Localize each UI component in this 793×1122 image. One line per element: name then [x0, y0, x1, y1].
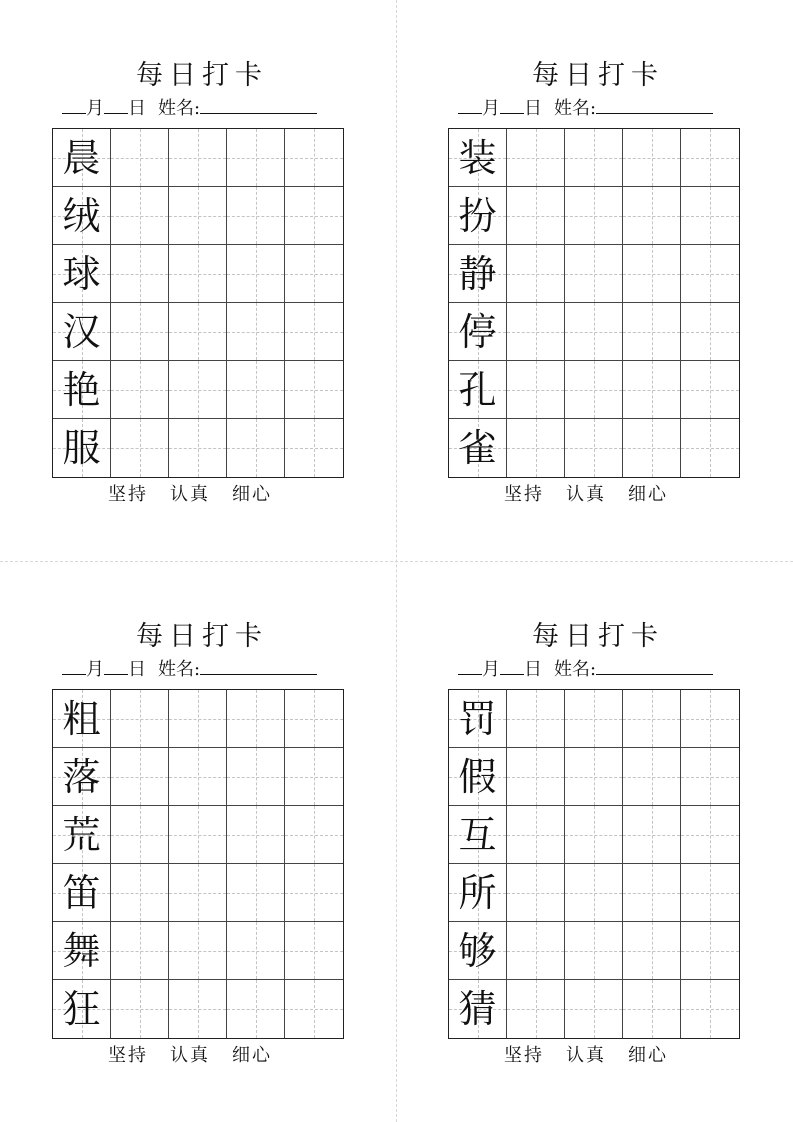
practice-cell[interactable]	[169, 922, 227, 980]
practice-cell[interactable]	[227, 980, 285, 1038]
practice-cell[interactable]	[507, 187, 565, 245]
practice-cell[interactable]	[681, 187, 739, 245]
model-character-cell	[53, 864, 111, 922]
practice-cell[interactable]	[227, 129, 285, 187]
month-label: 月	[86, 659, 104, 680]
model-character: 够	[458, 928, 497, 973]
model-character: 互	[458, 812, 497, 857]
practice-cell[interactable]	[169, 187, 227, 245]
model-character-cell	[53, 980, 111, 1038]
month-blank[interactable]	[458, 658, 482, 675]
practice-cell[interactable]	[507, 922, 565, 980]
name-label: 姓名:	[554, 98, 597, 119]
day-label: 日	[128, 98, 146, 119]
model-character-cell	[53, 361, 111, 419]
practice-cell[interactable]	[227, 864, 285, 922]
practice-cell[interactable]	[565, 748, 623, 806]
motto-word: 细心	[232, 484, 272, 505]
motto-line	[504, 484, 690, 506]
practice-cell[interactable]	[111, 245, 169, 303]
model-character: 假	[458, 754, 497, 799]
practice-cell[interactable]	[111, 922, 169, 980]
practice-cell[interactable]	[565, 245, 623, 303]
practice-cell[interactable]	[681, 864, 739, 922]
practice-cell[interactable]	[681, 748, 739, 806]
model-character: 静	[458, 251, 497, 296]
practice-cell[interactable]	[565, 129, 623, 187]
practice-cell[interactable]	[227, 419, 285, 477]
practice-cell[interactable]	[681, 419, 739, 477]
name-label: 姓名:	[158, 98, 201, 119]
motto-word: 认真	[566, 484, 606, 505]
practice-cell[interactable]	[565, 361, 623, 419]
practice-cell[interactable]	[227, 690, 285, 748]
practice-cell[interactable]	[623, 361, 681, 419]
model-character: 装	[458, 135, 497, 180]
practice-cell[interactable]	[169, 245, 227, 303]
model-character: 舞	[62, 928, 101, 973]
practice-cell[interactable]	[565, 419, 623, 477]
model-character: 荒	[62, 812, 101, 857]
practice-cell[interactable]	[565, 864, 623, 922]
practice-cell[interactable]	[285, 806, 343, 864]
practice-cell[interactable]	[507, 129, 565, 187]
day-label: 日	[524, 659, 542, 680]
model-character-cell	[53, 129, 111, 187]
date-name-line	[458, 97, 713, 120]
name-blank[interactable]	[200, 97, 317, 114]
practice-cell[interactable]	[623, 419, 681, 477]
model-character: 艳	[62, 367, 101, 412]
motto-line	[504, 1045, 690, 1067]
practice-cell[interactable]	[681, 980, 739, 1038]
practice-cell[interactable]	[565, 922, 623, 980]
practice-cell[interactable]	[111, 187, 169, 245]
model-character-cell	[449, 187, 507, 245]
motto-word: 坚持	[504, 484, 544, 505]
model-character: 孔	[458, 367, 497, 412]
date-name-line	[62, 658, 317, 681]
practice-card	[448, 621, 742, 1071]
practice-cell[interactable]	[507, 864, 565, 922]
motto-word: 坚持	[108, 1045, 148, 1066]
model-character-cell	[53, 748, 111, 806]
practice-cell[interactable]	[507, 806, 565, 864]
day-label: 日	[128, 659, 146, 680]
practice-cell[interactable]	[681, 245, 739, 303]
card-title: 每日打卡	[532, 621, 664, 652]
practice-cell[interactable]	[111, 748, 169, 806]
practice-cell[interactable]	[227, 806, 285, 864]
practice-cell[interactable]	[507, 690, 565, 748]
motto-word: 认真	[170, 1045, 210, 1066]
month-label: 月	[86, 98, 104, 119]
model-character: 雀	[458, 426, 497, 470]
motto-word: 细心	[628, 484, 668, 505]
practice-cell[interactable]	[623, 806, 681, 864]
month-label: 月	[482, 659, 500, 680]
practice-cell[interactable]	[169, 361, 227, 419]
practice-cell[interactable]	[681, 806, 739, 864]
practice-cell[interactable]	[285, 690, 343, 748]
card-title: 每日打卡	[532, 60, 664, 91]
practice-cell[interactable]	[681, 303, 739, 361]
practice-cell[interactable]	[507, 361, 565, 419]
practice-cell[interactable]	[565, 806, 623, 864]
motto-word: 细心	[628, 1045, 668, 1066]
name-label: 姓名:	[158, 659, 201, 680]
practice-cell[interactable]	[169, 864, 227, 922]
date-name-line	[458, 658, 713, 681]
practice-cell[interactable]	[227, 748, 285, 806]
writing-grid	[52, 689, 344, 1039]
practice-cell[interactable]	[111, 419, 169, 477]
practice-cell[interactable]	[227, 361, 285, 419]
motto-word: 坚持	[504, 1045, 544, 1066]
practice-cell[interactable]	[111, 129, 169, 187]
practice-cell[interactable]	[111, 361, 169, 419]
writing-grid	[52, 128, 344, 478]
practice-card	[52, 621, 346, 1071]
practice-cell[interactable]	[169, 748, 227, 806]
page-divider-horizontal	[0, 561, 793, 562]
motto-word: 认真	[566, 1045, 606, 1066]
practice-cell[interactable]	[285, 303, 343, 361]
practice-cell[interactable]	[623, 922, 681, 980]
practice-cell[interactable]	[169, 980, 227, 1038]
practice-cell[interactable]	[111, 303, 169, 361]
practice-cell[interactable]	[111, 864, 169, 922]
model-character-cell	[53, 419, 111, 477]
model-character-cell	[449, 419, 507, 477]
month-blank[interactable]	[62, 658, 86, 675]
name-label: 姓名:	[554, 659, 597, 680]
motto-line	[108, 1045, 294, 1067]
practice-cell[interactable]	[111, 806, 169, 864]
practice-card	[52, 60, 346, 510]
model-character: 猜	[458, 987, 497, 1031]
practice-cell[interactable]	[169, 806, 227, 864]
practice-cell[interactable]	[565, 187, 623, 245]
model-character-cell	[449, 748, 507, 806]
practice-cell[interactable]	[623, 690, 681, 748]
day-blank[interactable]	[104, 97, 128, 114]
practice-cell[interactable]	[565, 690, 623, 748]
model-character: 笛	[62, 870, 101, 915]
practice-cell[interactable]	[681, 129, 739, 187]
model-character-cell	[449, 864, 507, 922]
model-character: 绒	[62, 193, 101, 238]
model-character: 所	[458, 870, 497, 915]
name-blank[interactable]	[200, 658, 317, 675]
model-character-cell	[53, 690, 111, 748]
practice-cell[interactable]	[507, 419, 565, 477]
practice-card	[448, 60, 742, 510]
model-character-cell	[449, 806, 507, 864]
practice-cell[interactable]	[285, 980, 343, 1038]
model-character: 球	[62, 251, 101, 296]
practice-cell[interactable]	[227, 303, 285, 361]
practice-cell[interactable]	[623, 980, 681, 1038]
practice-cell[interactable]	[507, 303, 565, 361]
date-name-line	[62, 97, 317, 120]
practice-cell[interactable]	[285, 245, 343, 303]
practice-cell[interactable]	[623, 129, 681, 187]
practice-cell[interactable]	[111, 690, 169, 748]
model-character-cell	[53, 187, 111, 245]
practice-cell[interactable]	[507, 748, 565, 806]
model-character-cell	[449, 303, 507, 361]
card-title: 每日打卡	[136, 60, 268, 91]
motto-word: 认真	[170, 484, 210, 505]
month-blank[interactable]	[458, 97, 482, 114]
practice-cell[interactable]	[623, 748, 681, 806]
model-character: 扮	[458, 193, 497, 238]
practice-cell[interactable]	[681, 690, 739, 748]
month-label: 月	[482, 98, 500, 119]
model-character-cell	[449, 129, 507, 187]
model-character-cell	[53, 245, 111, 303]
model-character-cell	[449, 980, 507, 1038]
practice-cell[interactable]	[623, 864, 681, 922]
practice-cell[interactable]	[227, 187, 285, 245]
day-blank[interactable]	[500, 97, 524, 114]
practice-cell[interactable]	[227, 922, 285, 980]
writing-grid	[448, 689, 740, 1039]
practice-cell[interactable]	[565, 303, 623, 361]
practice-cell[interactable]	[507, 245, 565, 303]
practice-cell[interactable]	[565, 980, 623, 1038]
card-title: 每日打卡	[136, 621, 268, 652]
practice-cell[interactable]	[285, 419, 343, 477]
practice-cell[interactable]	[169, 419, 227, 477]
model-character-cell	[53, 922, 111, 980]
practice-cell[interactable]	[227, 245, 285, 303]
practice-cell[interactable]	[681, 922, 739, 980]
model-character-cell	[53, 303, 111, 361]
practice-cell[interactable]	[285, 922, 343, 980]
name-blank[interactable]	[596, 658, 713, 675]
practice-cell[interactable]	[285, 864, 343, 922]
practice-cell[interactable]	[285, 187, 343, 245]
day-label: 日	[524, 98, 542, 119]
practice-cell[interactable]	[285, 129, 343, 187]
name-blank[interactable]	[596, 97, 713, 114]
day-blank[interactable]	[104, 658, 128, 675]
month-blank[interactable]	[62, 97, 86, 114]
practice-cell[interactable]	[623, 303, 681, 361]
practice-cell[interactable]	[169, 690, 227, 748]
model-character-cell	[449, 245, 507, 303]
model-character: 粗	[62, 696, 101, 741]
practice-cell[interactable]	[111, 980, 169, 1038]
model-character: 罚	[458, 696, 497, 741]
practice-cell[interactable]	[285, 748, 343, 806]
model-character: 服	[62, 426, 101, 470]
practice-cell[interactable]	[169, 129, 227, 187]
motto-line	[108, 484, 294, 506]
practice-cell[interactable]	[623, 187, 681, 245]
motto-word: 细心	[232, 1045, 272, 1066]
model-character-cell	[449, 922, 507, 980]
practice-cell[interactable]	[681, 361, 739, 419]
practice-cell[interactable]	[169, 303, 227, 361]
model-character-cell	[449, 690, 507, 748]
model-character-cell	[449, 361, 507, 419]
model-character: 狂	[62, 987, 101, 1031]
practice-cell[interactable]	[507, 980, 565, 1038]
practice-cell[interactable]	[623, 245, 681, 303]
model-character: 汉	[62, 309, 101, 354]
model-character-cell	[53, 806, 111, 864]
model-character: 落	[62, 754, 101, 799]
writing-grid	[448, 128, 740, 478]
practice-cell[interactable]	[285, 361, 343, 419]
model-character: 停	[458, 309, 497, 354]
model-character: 晨	[62, 135, 101, 180]
motto-word: 坚持	[108, 484, 148, 505]
day-blank[interactable]	[500, 658, 524, 675]
